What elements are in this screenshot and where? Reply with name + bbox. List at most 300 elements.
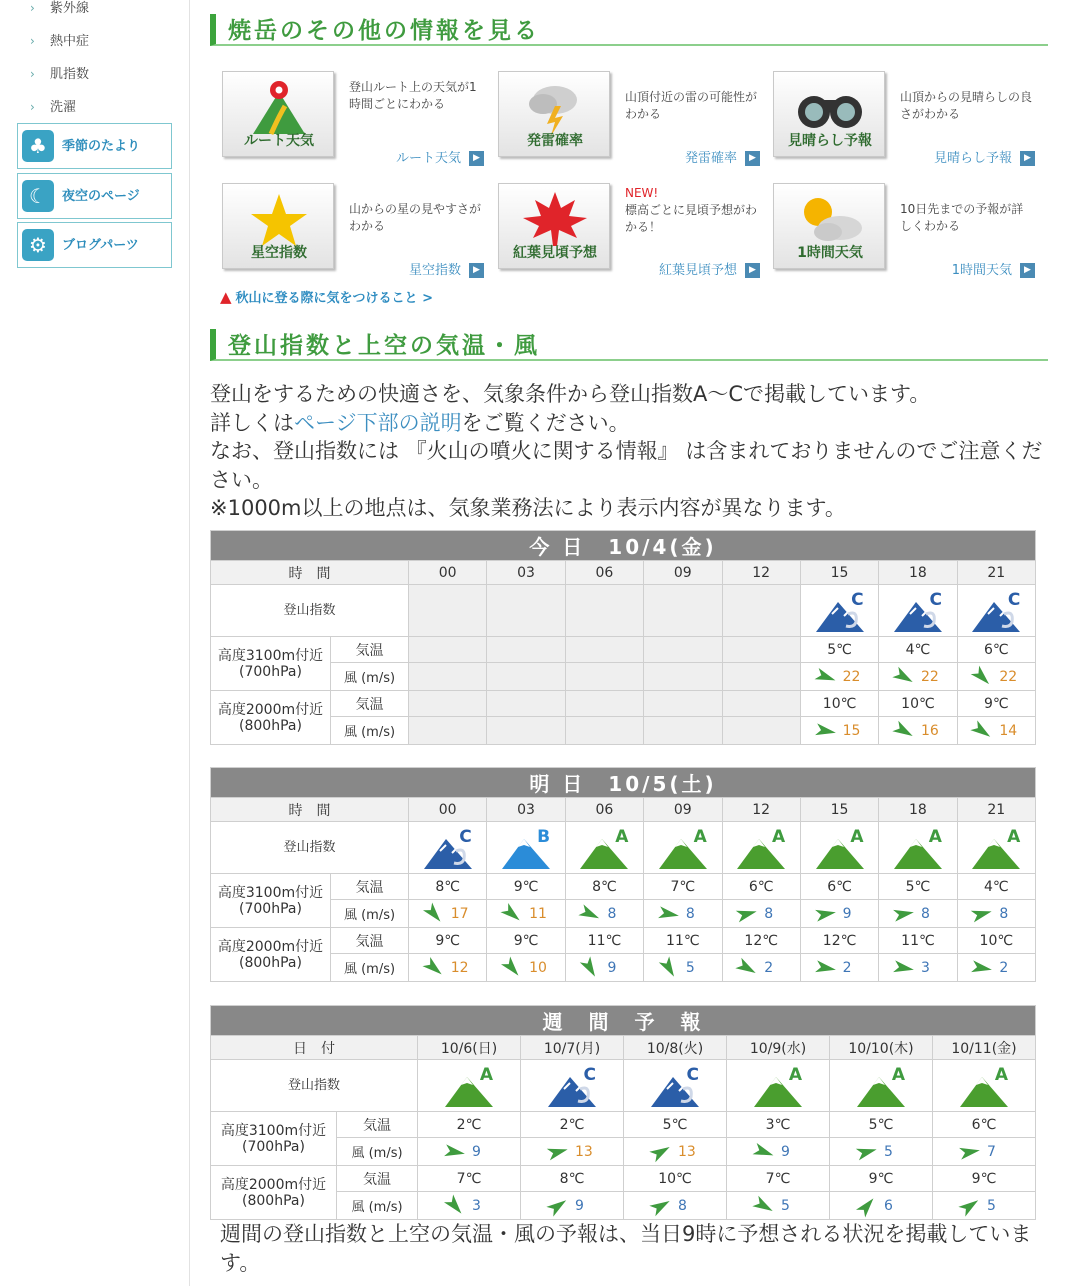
- empty-cell: [644, 717, 722, 745]
- wind-speed: 3: [472, 1197, 481, 1214]
- wind-speed: 9: [472, 1143, 481, 1160]
- temp-cell: 5℃: [624, 1112, 727, 1138]
- index-grade: A: [788, 1064, 802, 1085]
- wind-cell: [800, 954, 878, 982]
- temp-label: 気温: [331, 637, 409, 663]
- column-header: 09: [644, 798, 722, 822]
- wind-arrow-icon: [893, 907, 915, 921]
- index-grade: A: [1007, 826, 1021, 847]
- wind-arrow-icon: [971, 670, 993, 684]
- wind-arrow-icon: [893, 961, 915, 975]
- wind-cell: [722, 954, 800, 982]
- blog-parts-button[interactable]: ⚙ ブログパーツ: [17, 222, 172, 268]
- mountain-index-icon: [966, 825, 1026, 871]
- wind-cell: [879, 663, 957, 691]
- empty-cell: [722, 585, 800, 637]
- route-weather-link[interactable]: ルート天気 ▶: [396, 147, 484, 166]
- wind-speed: 22: [999, 668, 1018, 685]
- wind-cell: [830, 1192, 933, 1220]
- wind-cell: [521, 1138, 624, 1166]
- card-route-weather[interactable]: ルート天気 登山ルート上の天気が1時間ごとにわかる ルート天気 ▶: [222, 71, 492, 171]
- mountain-index-icon: [439, 1063, 499, 1109]
- wind-cell: [957, 954, 1035, 982]
- temp-cell: 10℃: [957, 928, 1035, 954]
- wind-arrow-icon: [501, 907, 523, 921]
- forecast-table-tomorrow: [210, 767, 1036, 982]
- wind-speed: 6: [884, 1197, 893, 1214]
- wind-arrow-icon: [856, 1199, 878, 1213]
- mountain-index-icon: [888, 588, 948, 634]
- wind-cell: [727, 1192, 830, 1220]
- wind-cell: [879, 900, 957, 928]
- wind-speed: 8: [920, 905, 930, 922]
- empty-cell: [565, 717, 643, 745]
- thunder-tile[interactable]: 発雷確率: [498, 71, 610, 157]
- wind-arrow-icon: [501, 961, 523, 975]
- temp-cell: 12℃: [722, 928, 800, 954]
- wind-cell: [722, 900, 800, 928]
- column-header: 21: [957, 561, 1035, 585]
- sidebar-item-laundry[interactable]: › 洗濯: [30, 97, 76, 117]
- temp-cell: 5℃: [879, 874, 957, 900]
- wind-label: 風 (m/s): [337, 1138, 418, 1166]
- empty-cell: [565, 663, 643, 691]
- temp-label: 気温: [331, 928, 409, 954]
- card-hourly[interactable]: 1時間天気 10日先までの予報が詳しくわかる 1時間天気 ▶: [773, 183, 1043, 283]
- wind-cell: [487, 954, 565, 982]
- wind-label: 風 (m/s): [331, 954, 409, 982]
- wind-arrow-icon: [547, 1145, 569, 1159]
- column-header: 15: [800, 798, 878, 822]
- empty-cell: [409, 691, 487, 717]
- starry-sky-tile[interactable]: 星空指数: [222, 183, 334, 269]
- wind-arrow-icon: [971, 907, 993, 921]
- wind-arrow-icon: [815, 670, 837, 684]
- empty-cell: [565, 691, 643, 717]
- season-button[interactable]: ♣ 季節のたより: [17, 123, 172, 169]
- temp-cell: 2℃: [418, 1112, 521, 1138]
- hourly-link[interactable]: 1時間天気 ▶: [952, 259, 1035, 278]
- index-cell: [800, 585, 878, 637]
- altitude-label: 高度2000m付近 (800hPa): [211, 1166, 337, 1220]
- index-label: 登山指数: [211, 822, 409, 874]
- play-arrow-icon: ▶: [745, 263, 760, 278]
- starry-sky-link[interactable]: 星空指数 ▶: [409, 259, 484, 278]
- temp-cell: 7℃: [418, 1166, 521, 1192]
- wind-speed: 8: [999, 905, 1009, 922]
- wind-speed: 2: [999, 959, 1009, 976]
- wind-speed: 13: [678, 1143, 696, 1160]
- header-label: 時 間: [211, 798, 409, 822]
- wind-cell: [418, 1138, 521, 1166]
- wind-speed: 16: [920, 722, 939, 739]
- forecast-table-weekly: [210, 1005, 1036, 1220]
- empty-cell: [487, 637, 565, 663]
- column-header: 09: [644, 561, 722, 585]
- wind-arrow-icon: [959, 1199, 981, 1213]
- wind-arrow-icon: [423, 961, 445, 975]
- temp-cell: 7℃: [644, 874, 722, 900]
- wind-speed: 2: [842, 959, 852, 976]
- play-arrow-icon: ▶: [1020, 263, 1035, 278]
- empty-cell: [722, 691, 800, 717]
- index-cell: [879, 585, 957, 637]
- index-cell: [933, 1060, 1036, 1112]
- wind-speed: 3: [920, 959, 930, 976]
- index-cell: [722, 822, 800, 874]
- column-header: 10/6(日): [418, 1036, 521, 1060]
- mountain-index-icon: [418, 825, 478, 871]
- view-link[interactable]: 見晴らし予報 ▶: [934, 147, 1035, 166]
- wind-arrow-icon: [815, 907, 837, 921]
- altitude-label: 高度2000m付近 (800hPa): [211, 691, 331, 745]
- wind-arrow-icon: [650, 1145, 672, 1159]
- wind-speed: 8: [607, 905, 617, 922]
- temp-cell: 10℃: [879, 691, 957, 717]
- empty-cell: [644, 663, 722, 691]
- temp-cell: 6℃: [800, 874, 878, 900]
- column-header: 00: [409, 798, 487, 822]
- altitude-label: 高度3100m付近 (700hPa): [211, 1112, 337, 1166]
- wind-cell: [800, 663, 878, 691]
- mountain-index-icon: [810, 588, 870, 634]
- wind-speed: 15: [842, 722, 861, 739]
- wind-arrow-icon: [971, 961, 993, 975]
- temp-label: 気温: [331, 874, 409, 900]
- wind-label: 風 (m/s): [331, 717, 409, 745]
- column-header: 10/8(火): [624, 1036, 727, 1060]
- wind-cell: [644, 954, 722, 982]
- wind-speed: 17: [450, 905, 469, 922]
- empty-cell: [722, 717, 800, 745]
- wind-arrow-icon: [650, 1199, 672, 1213]
- sprout-icon: ♣: [22, 130, 54, 162]
- wind-speed: 9: [607, 959, 617, 976]
- wind-speed: 22: [842, 668, 861, 685]
- card-view[interactable]: 見晴らし予報 山頂からの見晴らしの良さがわかる 見晴らし予報 ▶: [773, 71, 1043, 171]
- wind-arrow-icon: [423, 907, 445, 921]
- wind-cell: [727, 1138, 830, 1166]
- wind-cell: [830, 1138, 933, 1166]
- column-header: 03: [487, 798, 565, 822]
- mountain-index-icon: [496, 825, 556, 871]
- index-grade: A: [479, 1064, 493, 1085]
- night-sky-button[interactable]: ☾ 夜空のページ: [17, 173, 172, 219]
- view-tile[interactable]: 見晴らし予報: [773, 71, 885, 157]
- column-header: 03: [487, 561, 565, 585]
- mountain-index-icon: [748, 1063, 808, 1109]
- temp-cell: 9℃: [933, 1166, 1036, 1192]
- empty-cell: [409, 637, 487, 663]
- card-autumn-leaves[interactable]: 紅葉見頃予想 NEW! 標高ごとに見頃予想がわかる！ 紅葉見頃予想 ▶: [498, 183, 768, 283]
- wind-speed: 8: [678, 1197, 687, 1214]
- temp-cell: 8℃: [409, 874, 487, 900]
- wind-cell: [565, 900, 643, 928]
- table-title: 明 日 10/5(土): [211, 768, 1036, 798]
- mountain-index-icon: [574, 825, 634, 871]
- index-grade: A: [850, 826, 864, 847]
- index-grade: C: [1007, 589, 1021, 610]
- play-arrow-icon: ▶: [1020, 151, 1035, 166]
- wind-speed: 9: [781, 1143, 790, 1160]
- wind-arrow-icon: [815, 724, 837, 738]
- column-header: 15: [800, 561, 878, 585]
- temp-cell: 10℃: [624, 1166, 727, 1192]
- index-grade: A: [928, 826, 942, 847]
- wind-speed: 12: [450, 959, 469, 976]
- temp-cell: 5℃: [830, 1112, 933, 1138]
- hourly-tile[interactable]: 1時間天気: [773, 183, 885, 269]
- autumn-warning-link[interactable]: ▲ 秋山に登る際に気をつけること >: [220, 288, 433, 306]
- wind-arrow-icon: [971, 724, 993, 738]
- column-header: 00: [409, 561, 487, 585]
- column-header: 18: [879, 798, 957, 822]
- index-cell: [879, 822, 957, 874]
- wind-arrow-icon: [815, 961, 837, 975]
- altitude-label: 高度3100m付近 (700hPa): [211, 874, 331, 928]
- temp-cell: 8℃: [521, 1166, 624, 1192]
- index-grade: A: [615, 826, 629, 847]
- column-header: 12: [722, 798, 800, 822]
- index-cell: [800, 822, 878, 874]
- autumn-leaves-link[interactable]: 紅葉見頃予想 ▶: [659, 259, 760, 278]
- mountain-index-icon: [653, 825, 713, 871]
- empty-cell: [644, 585, 722, 637]
- explanation-link[interactable]: ページ下部の説明: [294, 410, 462, 435]
- wind-arrow-icon: [893, 670, 915, 684]
- wind-cell: [487, 900, 565, 928]
- mountain-index-icon: [645, 1063, 705, 1109]
- wind-arrow-icon: [579, 907, 601, 921]
- table-title: 今 日 10/4(金): [211, 531, 1036, 561]
- wind-cell: [565, 954, 643, 982]
- empty-cell: [487, 717, 565, 745]
- temp-cell: 9℃: [409, 928, 487, 954]
- mountain-index-icon: [966, 588, 1026, 634]
- column-header: 10/10(木): [830, 1036, 933, 1060]
- sidebar-item-skin[interactable]: › 肌指数: [30, 64, 89, 84]
- wind-arrow-icon: [444, 1199, 466, 1213]
- column-header: 06: [565, 561, 643, 585]
- index-grade: B: [537, 826, 551, 847]
- wind-speed: 13: [575, 1143, 593, 1160]
- index-grade: C: [686, 1064, 699, 1085]
- mountain-index-icon: [810, 825, 870, 871]
- wind-label: 風 (m/s): [331, 900, 409, 928]
- index-grade: A: [891, 1064, 905, 1085]
- index-cell: [624, 1060, 727, 1112]
- empty-cell: [487, 663, 565, 691]
- column-header: 06: [565, 798, 643, 822]
- wind-label: 風 (m/s): [337, 1192, 418, 1220]
- weekly-note: 週間の登山指数と上空の気温・風の予報は、当日9時に予想される状況を掲載しています。: [220, 1222, 1032, 1275]
- wind-cell: [800, 900, 878, 928]
- temp-cell: 9℃: [487, 928, 565, 954]
- play-arrow-icon: ▶: [745, 151, 760, 166]
- sun-cloud-icon: [774, 188, 886, 248]
- index-grade: A: [772, 826, 786, 847]
- header-label: 日 付: [211, 1036, 418, 1060]
- star-icon: [223, 188, 335, 248]
- mountain-index-icon: [888, 825, 948, 871]
- wind-cell: [879, 717, 957, 745]
- wind-cell: [879, 954, 957, 982]
- mountain-index-icon: [542, 1063, 602, 1109]
- autumn-leaves-tile[interactable]: 紅葉見頃予想: [498, 183, 610, 269]
- intro-text: 登山をするための快適さを、気象条件から登山指数A〜Cで掲載しています。 詳しくはページ下部の説明をご覧ください。 なお、登山指数には 『火山の噴火に関する情報』 は含まれておりませんのでご注意ください。 ※1000m以上の地点は、気象業務法により表示内容が異なります。: [210, 382, 1043, 520]
- temp-cell: 3℃: [727, 1112, 830, 1138]
- temp-cell: 8℃: [565, 874, 643, 900]
- moon-star-icon: ☾: [22, 180, 54, 212]
- sidebar-item-uv[interactable]: › 紫外線: [30, 0, 89, 18]
- wind-cell: [933, 1138, 1036, 1166]
- wind-cell: [521, 1192, 624, 1220]
- column-header: 12: [722, 561, 800, 585]
- empty-cell: [644, 691, 722, 717]
- temp-cell: 6℃: [933, 1112, 1036, 1138]
- temp-cell: 5℃: [800, 637, 878, 663]
- wind-speed: 10: [529, 959, 547, 976]
- temp-label: 気温: [337, 1166, 418, 1192]
- temp-cell: 12℃: [800, 928, 878, 954]
- temp-cell: 7℃: [727, 1166, 830, 1192]
- wind-arrow-icon: [658, 961, 680, 975]
- index-grade: A: [994, 1064, 1008, 1085]
- wind-speed: 14: [999, 722, 1018, 739]
- route-weather-tile[interactable]: ルート天気: [222, 71, 334, 157]
- index-cell: [644, 822, 722, 874]
- wind-arrow-icon: [579, 961, 601, 975]
- wind-speed: 9: [842, 905, 852, 922]
- temp-cell: 2℃: [521, 1112, 624, 1138]
- chevron-right-icon: ›: [30, 1, 35, 15]
- mountain-index-icon: [851, 1063, 911, 1109]
- index-cell: [727, 1060, 830, 1112]
- empty-cell: [565, 585, 643, 637]
- index-cell: [957, 585, 1035, 637]
- header-label: 時 間: [211, 561, 409, 585]
- forecast-table-today: [210, 530, 1036, 745]
- section-heading-other-info: 焼岳のその他の情報を見る: [210, 14, 1048, 46]
- column-header: 21: [957, 798, 1035, 822]
- index-grade: C: [459, 826, 472, 847]
- wind-cell: [409, 900, 487, 928]
- wind-speed: 5: [987, 1197, 996, 1214]
- index-cell: [521, 1060, 624, 1112]
- empty-cell: [722, 637, 800, 663]
- wind-speed: 5: [884, 1143, 893, 1160]
- wind-cell: [957, 717, 1035, 745]
- column-header: 10/11(金): [933, 1036, 1036, 1060]
- column-header: 10/7(月): [521, 1036, 624, 1060]
- maple-leaf-icon: [499, 188, 611, 248]
- index-cell: [409, 822, 487, 874]
- wind-cell: [418, 1192, 521, 1220]
- sidebar: [0, 0, 190, 1286]
- temp-cell: 10℃: [800, 691, 878, 717]
- wind-cell: [933, 1192, 1036, 1220]
- index-grade: C: [583, 1064, 596, 1085]
- temp-cell: 9℃: [830, 1166, 933, 1192]
- mountain-index-icon: [954, 1063, 1014, 1109]
- temp-cell: 11℃: [565, 928, 643, 954]
- column-header: 18: [879, 561, 957, 585]
- card-thunder[interactable]: 発雷確率 山頂付近の雷の可能性がわかる 発雷確率 ▶: [498, 71, 768, 171]
- index-cell: [418, 1060, 521, 1112]
- wind-speed: 22: [920, 668, 939, 685]
- empty-cell: [565, 637, 643, 663]
- wind-arrow-icon: [658, 907, 680, 921]
- wind-arrow-icon: [753, 1145, 775, 1159]
- temp-cell: 4℃: [957, 874, 1035, 900]
- index-cell: [565, 822, 643, 874]
- thunder-link[interactable]: 発雷確率 ▶: [685, 147, 760, 166]
- wind-speed: 11: [529, 905, 547, 922]
- temp-cell: 4℃: [879, 637, 957, 663]
- temp-cell: 11℃: [644, 928, 722, 954]
- empty-cell: [487, 585, 565, 637]
- wind-speed: 8: [685, 905, 695, 922]
- route-pin-icon: [223, 76, 335, 136]
- index-grade: C: [851, 589, 864, 610]
- wind-cell: [624, 1138, 727, 1166]
- wind-arrow-icon: [444, 1145, 466, 1159]
- sidebar-item-heatstroke[interactable]: › 熱中症: [30, 31, 89, 51]
- wind-arrow-icon: [856, 1145, 878, 1159]
- wind-cell: [409, 954, 487, 982]
- wind-cell: [800, 717, 878, 745]
- index-cell: [957, 822, 1035, 874]
- thunder-cloud-icon: [499, 76, 611, 136]
- temp-label: 気温: [331, 691, 409, 717]
- index-label: 登山指数: [211, 585, 409, 637]
- temp-cell: 6℃: [722, 874, 800, 900]
- index-label: 登山指数: [211, 1060, 418, 1112]
- empty-cell: [409, 585, 487, 637]
- index-grade: C: [929, 589, 942, 610]
- empty-cell: [722, 663, 800, 691]
- chevron-right-icon: ›: [30, 100, 35, 114]
- altitude-label: 高度3100m付近 (700hPa): [211, 637, 331, 691]
- wind-speed: 5: [781, 1197, 790, 1214]
- chevron-right-icon: ›: [30, 34, 35, 48]
- wind-arrow-icon: [547, 1199, 569, 1213]
- empty-cell: [409, 663, 487, 691]
- wind-speed: 5: [685, 959, 695, 976]
- index-cell: [487, 822, 565, 874]
- empty-cell: [487, 691, 565, 717]
- column-header: 10/9(水): [727, 1036, 830, 1060]
- wind-cell: [957, 663, 1035, 691]
- altitude-label: 高度2000m付近 (800hPa): [211, 928, 331, 982]
- play-arrow-icon: ▶: [469, 151, 484, 166]
- mountain-index-icon: [731, 825, 791, 871]
- gear-icon: ⚙: [22, 229, 54, 261]
- wind-arrow-icon: [753, 1199, 775, 1213]
- wind-cell: [957, 900, 1035, 928]
- section-heading-index: 登山指数と上空の気温・風: [210, 329, 1048, 361]
- temp-cell: 9℃: [487, 874, 565, 900]
- table-title: 週 間 予 報: [211, 1006, 1036, 1036]
- warning-icon: ▲: [220, 288, 232, 306]
- play-arrow-icon: ▶: [469, 263, 484, 278]
- wind-cell: [644, 900, 722, 928]
- wind-speed: 2: [764, 959, 774, 976]
- temp-cell: 11℃: [879, 928, 957, 954]
- card-starry-sky[interactable]: 星空指数 山からの星の見やすさがわかる 星空指数 ▶: [222, 183, 492, 283]
- empty-cell: [409, 717, 487, 745]
- wind-arrow-icon: [736, 907, 758, 921]
